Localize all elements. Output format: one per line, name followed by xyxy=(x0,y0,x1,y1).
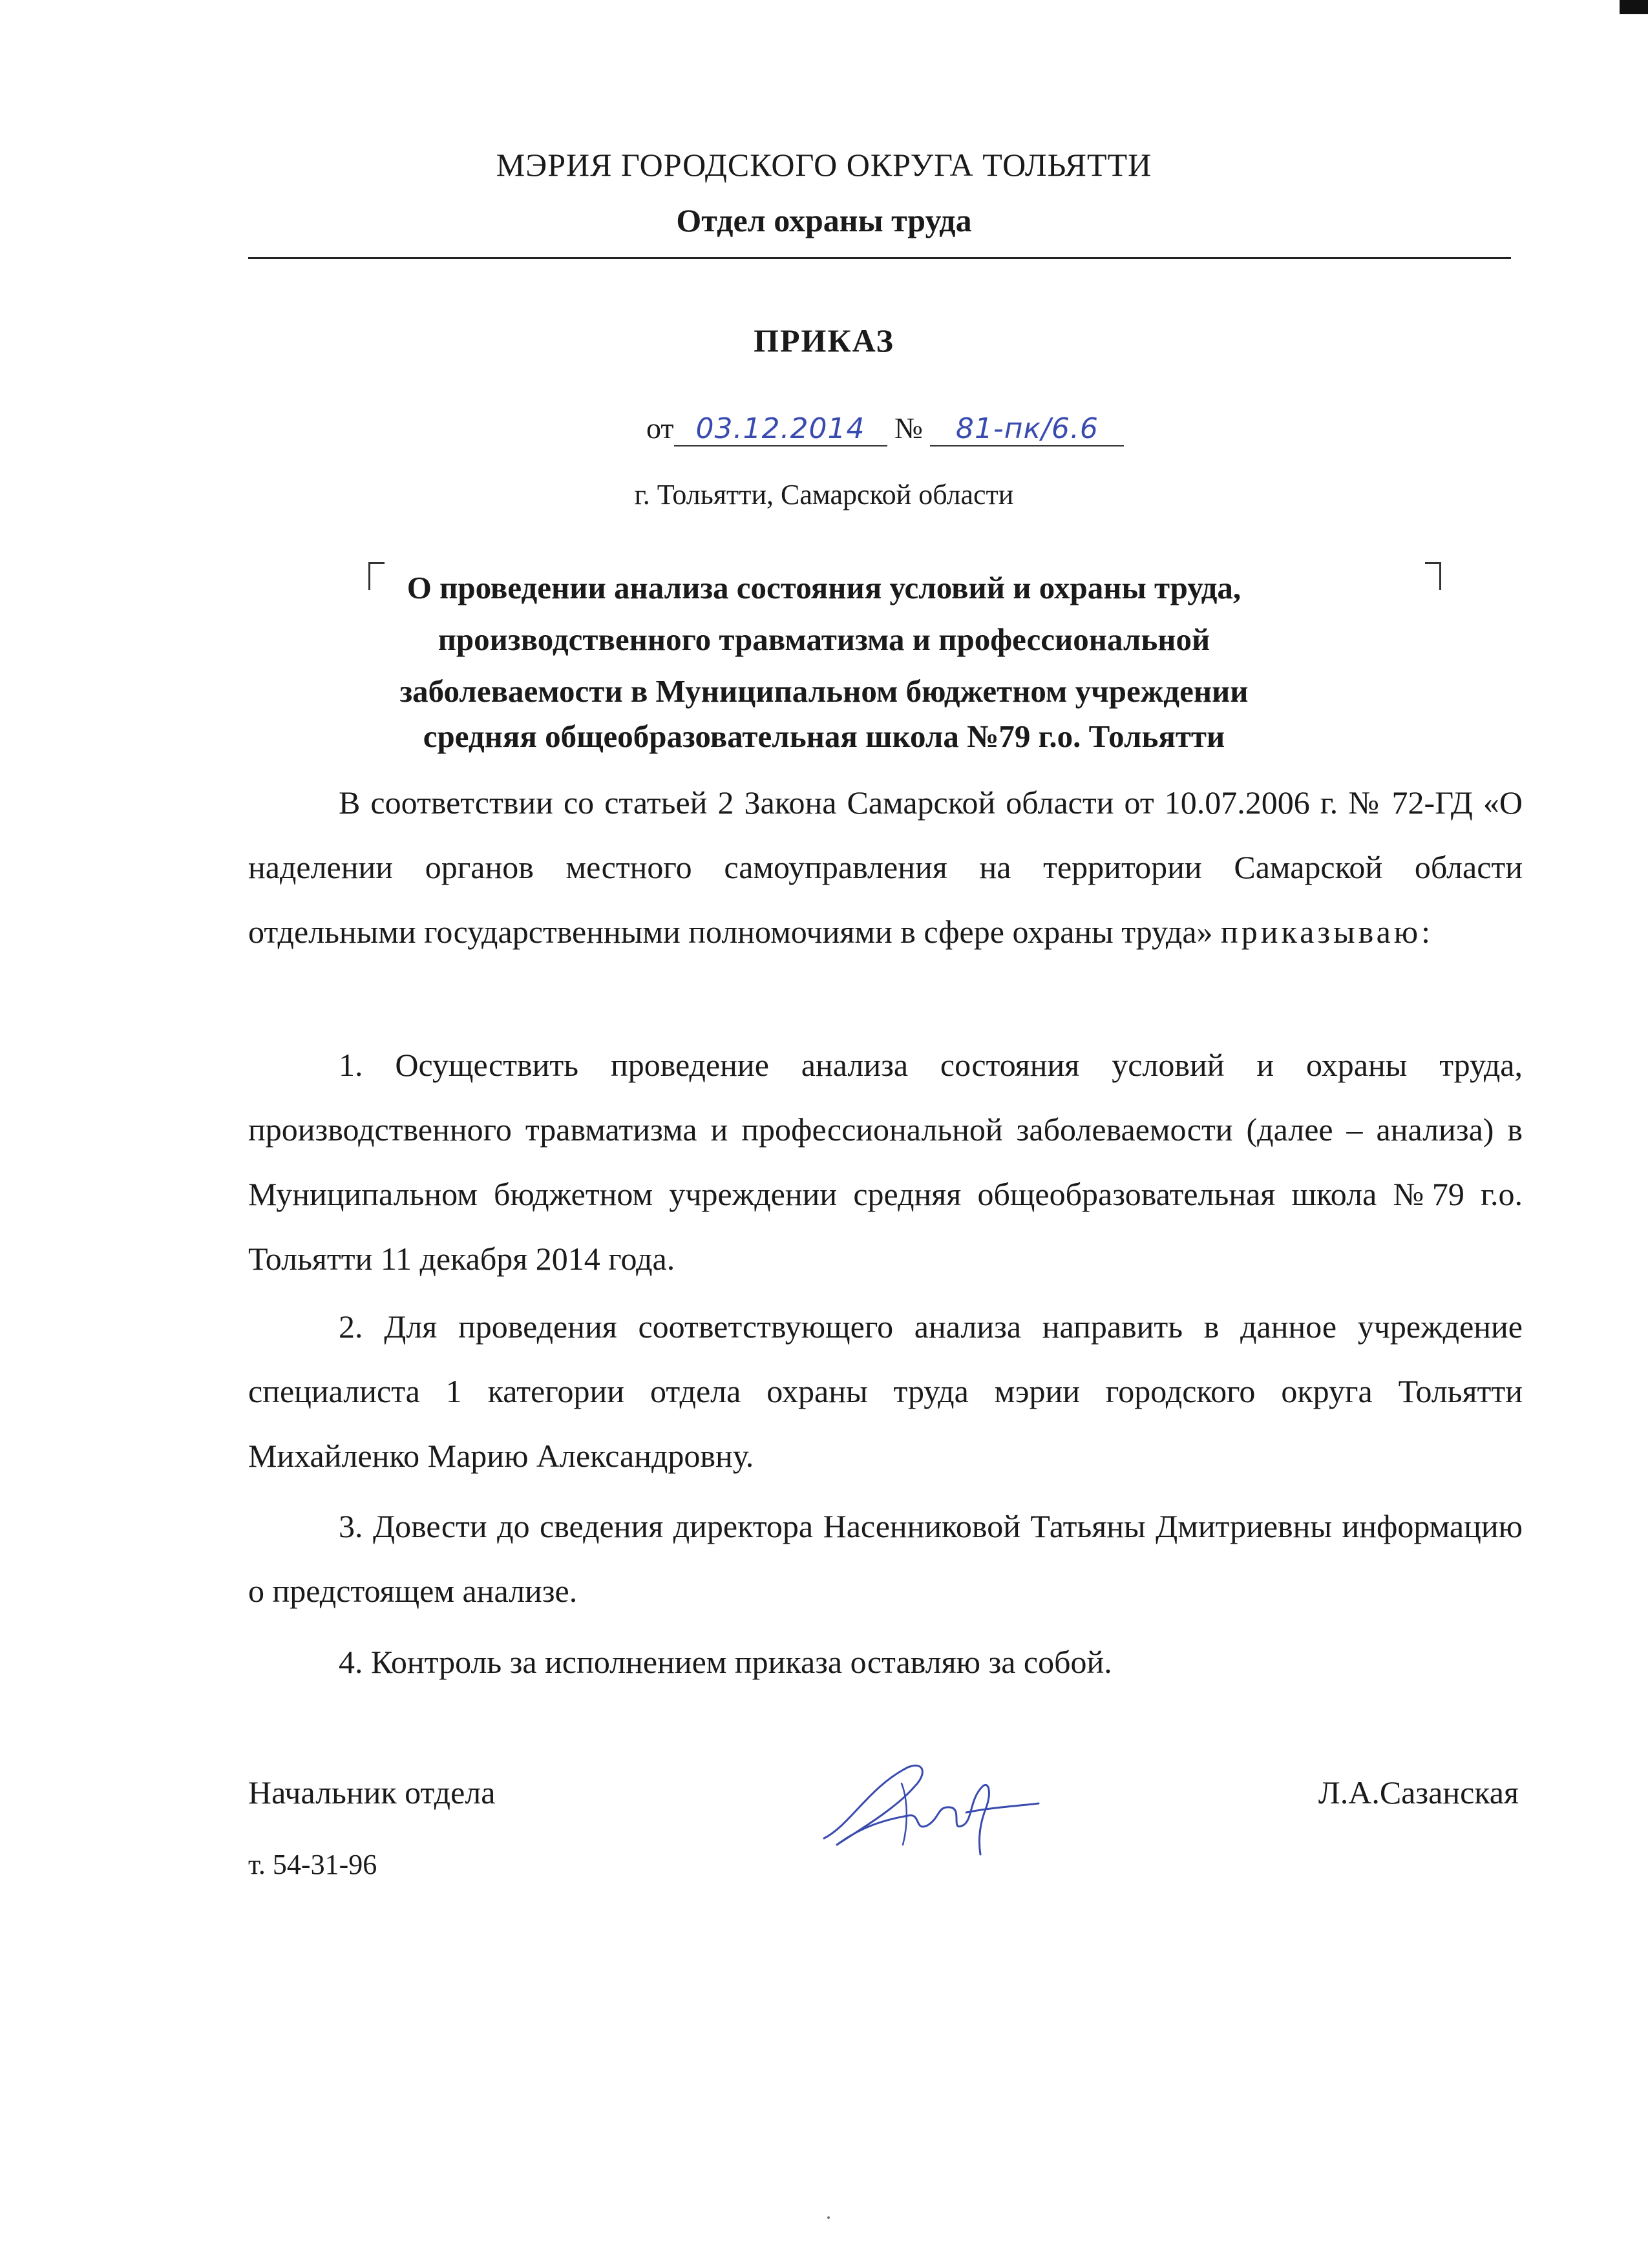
preamble-text: В соответствии со статьей 2 Закона Самарской области от 10.07.2006 г. № 72-ГД «О наделении органов местного самоуправления на территории Самарской области отдельными государственными полномочиями в сфере охраны труда» xyxy=(248,784,1523,950)
handwritten-number: 81-пк/6.6 xyxy=(955,412,1099,445)
order-item: 2. Для проведения соответствующего анализа направить в данное учреждение специалиста 1 категории отдела охраны труда мэрии городского округа Тольятти Михайленко Марию Александровну. xyxy=(248,1308,1523,1474)
number-label: № xyxy=(894,412,923,445)
subject-line: средняя общеобразовательная школа №79 г.о. Тольятти xyxy=(423,719,1225,754)
city-line: г. Тольятти, Самарской области xyxy=(634,479,1014,510)
document-title: ПРИКАЗ xyxy=(754,322,894,359)
organization-name: МЭРИЯ ГОРОДСКОГО ОКРУГА ТОЛЬЯТТИ xyxy=(496,147,1152,183)
date-label: от xyxy=(646,412,674,445)
scan-speck xyxy=(827,2216,830,2219)
header-divider xyxy=(248,257,1511,259)
order-item: 1. Осуществить проведение анализа состояния условий и охраны труда, производственного травматизма и профессиональной заболеваемости (далее – анализа) в Муниципальном бюджетном учреждении средняя общеобразовательная школа №79 г.о. Тольятти 11 декабря 2014 года. xyxy=(248,1047,1523,1277)
date-field xyxy=(674,411,887,446)
scan-corner-mark xyxy=(1620,0,1648,14)
number-field xyxy=(930,411,1124,446)
dateline xyxy=(646,411,1124,446)
subject-line: заболеваемости в Муниципальном бюджетном учреждении xyxy=(399,673,1249,709)
subject-line: производственного травматизма и профессиональной xyxy=(438,622,1210,657)
order-item: 4. Контроль за исполнением приказа оставляю за собой. xyxy=(339,1644,1112,1680)
signatory-name: Л.А.Сазанская xyxy=(1318,1774,1519,1811)
order-item: 3. Довести до сведения директора Насенниковой Татьяны Дмитриевны информацию о предстоящем анализе. xyxy=(248,1508,1523,1609)
order-word: приказываю: xyxy=(1221,914,1434,950)
department-name: Отдел охраны труда xyxy=(676,202,972,238)
preamble-paragraph xyxy=(248,770,1523,964)
contact-phone: т. 54-31-96 xyxy=(248,1849,377,1880)
signatory-role: Начальник отдела xyxy=(248,1774,496,1811)
subject-line: О проведении анализа состояния условий и охраны труда, xyxy=(407,570,1241,605)
handwritten-signature xyxy=(811,1748,1044,1864)
handwritten-date: 03.12.2014 xyxy=(695,412,865,445)
